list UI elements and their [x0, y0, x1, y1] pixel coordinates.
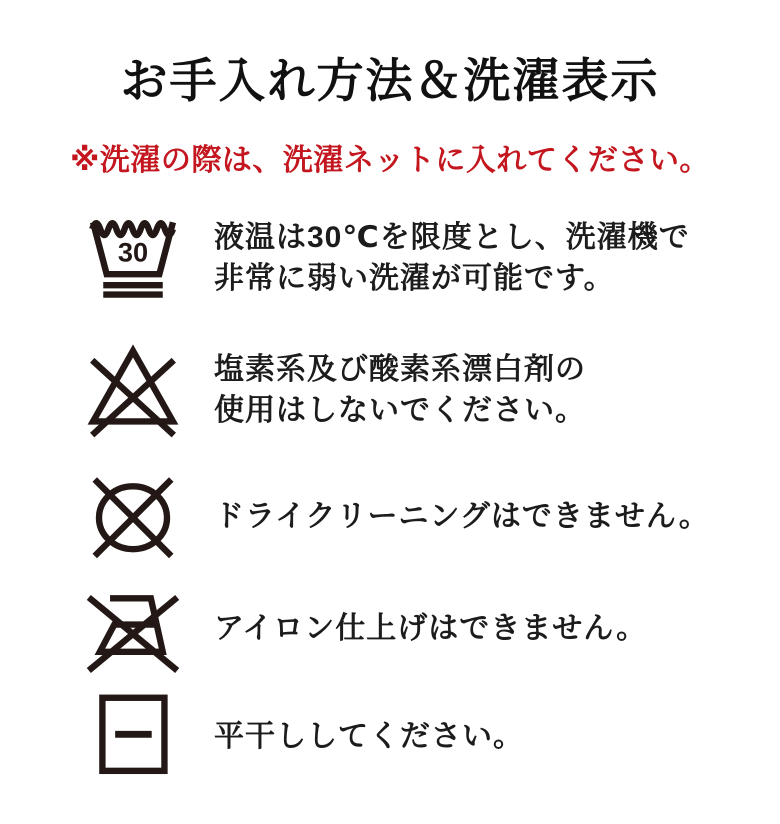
laundry-net-notice: ※洗濯の際は、洗濯ネットに入れてください。 — [70, 144, 710, 177]
care-row-flat-dry — [0, 685, 780, 787]
care-text-line: 液温は30℃を限度とし、洗濯機で — [214, 221, 690, 254]
care-text-line: 使用はしないでください。 — [214, 394, 586, 427]
care-row-wash-30 — [0, 207, 780, 309]
care-text-line: 非常に弱い洗濯が可能です。 — [214, 262, 615, 295]
care-text-iron — [214, 608, 647, 649]
wash-30-very-gentle-icon — [58, 207, 208, 309]
care-symbol-list — [0, 207, 780, 787]
do-not-bleach-icon — [58, 339, 208, 441]
care-text-line: 塩素系及び酸素系漂白剤の — [214, 353, 586, 386]
care-row-iron — [0, 577, 780, 679]
care-row-dry-clean — [0, 465, 780, 567]
do-not-dry-clean-icon — [58, 465, 208, 567]
care-text-bleach — [214, 349, 586, 431]
wash-temp-number: 30 — [117, 236, 149, 268]
care-text-flat-dry — [214, 716, 524, 757]
care-text-line: アイロン仕上げはできません。 — [214, 611, 648, 645]
care-instructions-page — [0, 44, 780, 787]
care-row-bleach — [0, 339, 780, 441]
page-title: お手入れ方法＆洗濯表示 — [120, 54, 660, 107]
care-text-line: 平干ししてください。 — [214, 719, 524, 753]
flat-dry-icon — [58, 685, 208, 787]
care-text-dry-clean — [214, 496, 710, 537]
care-text-line: ドライクリーニングはできません。 — [214, 499, 710, 533]
do-not-iron-icon — [58, 577, 208, 679]
care-text-wash — [214, 217, 690, 299]
